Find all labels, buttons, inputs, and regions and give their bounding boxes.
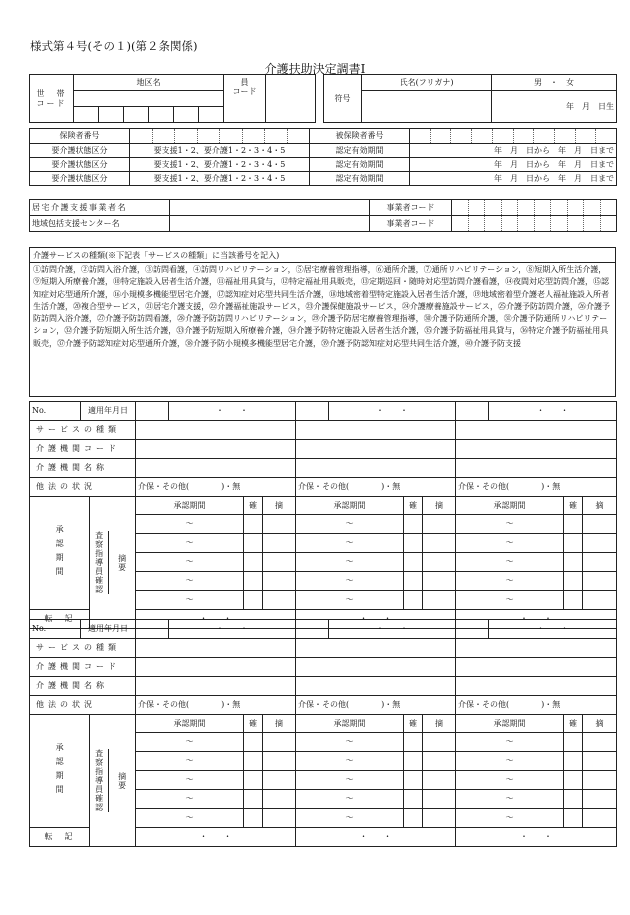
confirm-field[interactable]: [244, 771, 263, 790]
approval-period-field[interactable]: 〜: [296, 534, 404, 553]
confirm-field[interactable]: [404, 591, 423, 610]
remark-field[interactable]: [583, 591, 617, 610]
confirm-field[interactable]: [404, 553, 423, 572]
community-center-label: 地域包括支援センター名: [30, 216, 170, 232]
approval-period-field[interactable]: 〜: [136, 790, 244, 809]
decision-block: [29, 401, 617, 629]
approval-period-field[interactable]: 〜: [136, 515, 244, 534]
sex-field[interactable]: 男 ・ 女: [492, 75, 617, 91]
care-level-field[interactable]: 要支援1・2、要介護1・2・3・4・5: [130, 158, 310, 172]
care-support-provider-field[interactable]: [170, 200, 370, 216]
approval-period-field[interactable]: 〜: [296, 752, 404, 771]
form-title: 介護扶助決定調書Ⅰ: [264, 62, 366, 76]
approval-period-col-label: 承認期間: [296, 497, 404, 515]
remark-col-label: 摘: [423, 715, 456, 733]
provider-table: [29, 199, 617, 232]
remark-field[interactable]: [423, 733, 456, 752]
remark-field[interactable]: [423, 591, 456, 610]
approval-period-field[interactable]: 〜: [296, 771, 404, 790]
confirm-col-label: 確: [404, 497, 423, 515]
birth-field[interactable]: 年 月 日生: [492, 91, 617, 123]
confirm-field[interactable]: [404, 790, 423, 809]
confirm-field[interactable]: [564, 534, 583, 553]
care-facility-name-field[interactable]: [296, 459, 456, 478]
approval-period-field[interactable]: 〜: [456, 591, 564, 610]
approval-period-field[interactable]: 〜: [456, 771, 564, 790]
confirm-field[interactable]: [244, 515, 263, 534]
remark-col-label: 摘: [583, 715, 617, 733]
service-types-box: [29, 247, 616, 397]
approval-period-label: 承認期間: [30, 715, 90, 828]
service-type-label: サービスの種類: [30, 421, 136, 440]
approval-period-field[interactable]: 〜: [456, 572, 564, 591]
remark-field[interactable]: [583, 534, 617, 553]
confirm-field[interactable]: [244, 809, 263, 828]
service-types-list: ①訪問介護，②訪問入浴介護，③訪問看護，④訪問リハビリテーション，⑤居宅療養管理指導，⑥通所介護，⑦通所リハビリテーション，⑧短期入所生活介護，⑨短期入所療養介護，⑩特定施設入居者生活介護，⑪福祉用具貸与，⑫特定福祉用具販売，⑬定期巡回・随時対応型訪問介護看護，⑭夜間対応型訪問介護，⑮認知症対応型通所介護，⑯小規模多機能型居宅介護，⑰認知症対応型共同生活介護，⑱地域密着型特定施設入居者生活介護，⑲地域密着型介護老人福祉施設入所者生活介護，⑳複合型サービス，㉑居宅介護支援，㉒介護福祉施設サービス，㉓介護保健施設サービス，㉔介護療養施設サービス，㉕介護予防訪問介護，㉖介護予防訪問入浴介護，㉗介護予防訪問看護，㉘介護予防訪問リハビリテーション，㉙介護予防居宅療養管理指導，㉚介護予防通所介護，㉛介護予防通所リハビリテーション，㉜介護予防短期入所生活介護，㉝介護予防短期入所療養介護，㉞介護予防特定施設入居者生活介護，㉟介護予防福祉用具貸与，㊱特定介護予防福祉用具販売，㊲介護予防認知症対応型通所介護，㊳介護予防小規模多機能型居宅介護，㊴介護予防認知症対応型共同生活介護，㊵介護予防支援: [33, 265, 610, 348]
transcription-date-field[interactable]: ・ ・: [136, 610, 296, 629]
care-facility-name-field[interactable]: [456, 677, 617, 696]
transcription-date-field[interactable]: ・ ・: [136, 828, 296, 847]
remark-field[interactable]: [423, 809, 456, 828]
inspector-confirm-label: 査察指導員確認: [90, 531, 109, 594]
confirm-field[interactable]: [564, 572, 583, 591]
confirm-field[interactable]: [244, 752, 263, 771]
approval-period-label: 承認期間: [30, 497, 90, 610]
confirm-col-label: 確: [404, 715, 423, 733]
approval-period-field[interactable]: 〜: [136, 553, 244, 572]
approval-period-field[interactable]: 〜: [456, 553, 564, 572]
date-dots: ・ ・: [536, 624, 569, 634]
confirm-field[interactable]: [244, 572, 263, 591]
confirm-field[interactable]: [564, 733, 583, 752]
care-facility-code-field[interactable]: [136, 658, 296, 677]
hihokensha-label: 被保険者番号: [310, 129, 410, 144]
remark-field[interactable]: [583, 752, 617, 771]
no-label: [30, 402, 136, 421]
form-number: 様式第４号(その１)(第２条関係): [30, 39, 198, 53]
remark-field[interactable]: [263, 809, 296, 828]
confirm-field[interactable]: [564, 771, 583, 790]
service-type-field[interactable]: [456, 421, 617, 440]
other-law-field[interactable]: 介保・その他( )・無: [456, 696, 617, 715]
inspector-box: [90, 715, 136, 847]
remarks-label: 摘要: [117, 771, 127, 790]
care-facility-name-label: 介護機関名称: [30, 459, 136, 478]
tekiyo-date-field[interactable]: [136, 620, 296, 639]
approval-period-field[interactable]: 〜: [296, 572, 404, 591]
hokensha-label: 保険者番号: [30, 129, 130, 144]
care-facility-name-label: 介護機関名称: [30, 677, 136, 696]
inspector-box: [90, 497, 136, 629]
remark-field[interactable]: [423, 752, 456, 771]
confirm-field[interactable]: [404, 809, 423, 828]
remark-field[interactable]: [583, 572, 617, 591]
remark-field[interactable]: [583, 809, 617, 828]
confirm-field[interactable]: [244, 591, 263, 610]
provider-code-label: 事業者コード: [370, 200, 452, 216]
other-law-field[interactable]: 介保・その他( )・無: [296, 696, 456, 715]
date-dots: ・ ・: [216, 624, 248, 634]
confirm-field[interactable]: [564, 591, 583, 610]
inspector-confirm-label: 査察指導員確認: [90, 749, 109, 812]
approval-period-col-label: 承認期間: [456, 715, 564, 733]
date-dots: ・ ・: [376, 406, 408, 416]
remark-field[interactable]: [423, 790, 456, 809]
remark-field[interactable]: [583, 771, 617, 790]
approval-period-field[interactable]: 〜: [296, 809, 404, 828]
other-law-label: 他法の状況: [30, 478, 136, 497]
remark-field[interactable]: [423, 771, 456, 790]
period-field[interactable]: 年 月 日から 年 月 日まで: [410, 172, 617, 186]
remark-field[interactable]: [263, 534, 296, 553]
service-types-header: 介護サービスの種類(※下記表「サービスの種類」に当該番号を記入): [30, 248, 615, 263]
remark-field[interactable]: [583, 733, 617, 752]
remark-field[interactable]: [583, 553, 617, 572]
period-label: 認定有効期間: [310, 158, 410, 172]
code-digit[interactable]: [174, 107, 199, 123]
community-center-field[interactable]: [170, 216, 370, 232]
approval-period-field[interactable]: 〜: [456, 733, 564, 752]
transcription-date-field[interactable]: ・ ・: [456, 828, 617, 847]
confirm-col-label: 確: [244, 715, 263, 733]
period-field[interactable]: 年 月 日から 年 月 日まで: [410, 158, 617, 172]
confirm-field[interactable]: [564, 515, 583, 534]
period-label: 認定有効期間: [310, 172, 410, 186]
remark-col-label: 摘: [263, 497, 296, 515]
approval-period-field[interactable]: 〜: [136, 752, 244, 771]
approval-period-field[interactable]: 〜: [136, 534, 244, 553]
approval-period-field[interactable]: 〜: [456, 534, 564, 553]
remark-field[interactable]: [263, 771, 296, 790]
remark-field[interactable]: [583, 515, 617, 534]
provider-code-field[interactable]: [452, 216, 617, 232]
care-support-provider-label: 居宅介護支援事業者名: [30, 200, 170, 216]
confirm-field[interactable]: [564, 553, 583, 572]
other-law-field[interactable]: 介保・その他( )・無: [296, 478, 456, 497]
transcription-date-field[interactable]: ・ ・: [456, 610, 617, 629]
no-label-text: No.: [30, 620, 81, 638]
approval-period-field[interactable]: 〜: [136, 733, 244, 752]
code-digit[interactable]: [124, 107, 149, 123]
tekiyo-date-field[interactable]: [296, 402, 456, 421]
code-digit[interactable]: [199, 107, 224, 123]
household-header-table: [29, 74, 617, 123]
care-level-table: [29, 128, 617, 186]
service-type-field[interactable]: [296, 421, 456, 440]
in-code-label: 員 コード: [224, 75, 266, 123]
confirm-field[interactable]: [564, 809, 583, 828]
remark-field[interactable]: [423, 534, 456, 553]
remark-field[interactable]: [263, 572, 296, 591]
name-field[interactable]: [362, 91, 492, 123]
hihokensha-field[interactable]: [410, 129, 617, 144]
approval-period-field[interactable]: 〜: [136, 809, 244, 828]
tekiyo-date-field[interactable]: [456, 402, 617, 421]
confirm-field[interactable]: [244, 553, 263, 572]
care-facility-code-field[interactable]: [456, 658, 617, 677]
remark-field[interactable]: [263, 591, 296, 610]
approval-period-field[interactable]: 〜: [136, 771, 244, 790]
confirm-field[interactable]: [244, 790, 263, 809]
confirm-field[interactable]: [404, 771, 423, 790]
confirm-field[interactable]: [244, 733, 263, 752]
remark-field[interactable]: [263, 790, 296, 809]
no-label: [30, 620, 136, 639]
approval-period-field[interactable]: 〜: [296, 553, 404, 572]
provider-code-label: 事業者コード: [370, 216, 452, 232]
care-facility-code-label: 介護機関コード: [30, 440, 136, 459]
other-law-field[interactable]: 介保・その他( )・無: [136, 478, 296, 497]
remark-col-label: 摘: [583, 497, 617, 515]
remark-field[interactable]: [423, 515, 456, 534]
code-digit[interactable]: [99, 107, 124, 123]
confirm-field[interactable]: [404, 572, 423, 591]
service-type-field[interactable]: [456, 639, 617, 658]
tekiyo-label: 適用年月日: [88, 406, 128, 416]
other-law-field[interactable]: 介保・その他( )・無: [456, 478, 617, 497]
tekiyo-date-field[interactable]: [136, 402, 296, 421]
care-level-label: 要介護状態区分: [30, 158, 130, 172]
remark-field[interactable]: [423, 553, 456, 572]
provider-code-field[interactable]: [452, 200, 617, 216]
approval-period-field[interactable]: 〜: [456, 515, 564, 534]
date-dots: ・ ・: [536, 406, 569, 416]
remark-field[interactable]: [263, 752, 296, 771]
hokensha-field[interactable]: [130, 129, 310, 144]
remark-field[interactable]: [423, 572, 456, 591]
care-facility-code-field[interactable]: [456, 440, 617, 459]
approval-period-col-label: 承認期間: [136, 715, 244, 733]
other-law-label: 他法の状況: [30, 696, 136, 715]
service-type-field[interactable]: [136, 639, 296, 658]
confirm-field[interactable]: [244, 534, 263, 553]
other-law-field[interactable]: 介保・その他( )・無: [136, 696, 296, 715]
tekiyo-date-field[interactable]: [296, 620, 456, 639]
chiku-field[interactable]: [74, 91, 224, 107]
approval-period-field[interactable]: 〜: [456, 790, 564, 809]
remark-field[interactable]: [263, 515, 296, 534]
approval-period-field[interactable]: 〜: [136, 591, 244, 610]
tekiyo-label: 適用年月日: [88, 624, 128, 634]
confirm-field[interactable]: [404, 534, 423, 553]
period-label: 認定有効期間: [310, 144, 410, 158]
code-digit[interactable]: [149, 107, 174, 123]
fugo-label: 符号: [324, 75, 362, 123]
approval-period-field[interactable]: 〜: [456, 752, 564, 771]
care-facility-name-field[interactable]: [136, 459, 296, 478]
confirm-col-label: 確: [564, 497, 583, 515]
approval-period-field[interactable]: 〜: [296, 733, 404, 752]
approval-period-field[interactable]: 〜: [296, 515, 404, 534]
name-label: 氏名(フリガナ): [362, 75, 492, 91]
care-facility-code-field[interactable]: [296, 440, 456, 459]
transcription-label: 転 記: [30, 828, 90, 847]
confirm-col-label: 確: [244, 497, 263, 515]
code-digit[interactable]: [74, 107, 99, 123]
care-facility-code-field[interactable]: [296, 658, 456, 677]
transcription-date-field[interactable]: ・ ・: [296, 610, 456, 629]
remark-col-label: 摘: [423, 497, 456, 515]
confirm-field[interactable]: [564, 752, 583, 771]
service-type-label: サービスの種類: [30, 639, 136, 658]
care-facility-name-field[interactable]: [296, 677, 456, 696]
tekiyo-date-field[interactable]: [456, 620, 617, 639]
care-level-label: 要介護状態区分: [30, 172, 130, 186]
service-type-field[interactable]: [296, 639, 456, 658]
confirm-col-label: 確: [564, 715, 583, 733]
care-facility-name-field[interactable]: [136, 677, 296, 696]
no-label-text: No.: [30, 402, 81, 420]
care-level-field[interactable]: 要支援1・2、要介護1・2・3・4・5: [130, 144, 310, 158]
remarks-label: 摘要: [117, 553, 127, 572]
transcription-date-field[interactable]: ・ ・: [296, 828, 456, 847]
service-type-field[interactable]: [136, 421, 296, 440]
confirm-field[interactable]: [564, 790, 583, 809]
date-dots: ・ ・: [216, 406, 248, 416]
approval-period-field[interactable]: 〜: [296, 790, 404, 809]
care-level-label: 要介護状態区分: [30, 144, 130, 158]
care-level-field[interactable]: 要支援1・2、要介護1・2・3・4・5: [130, 172, 310, 186]
approval-period-col-label: 承認期間: [136, 497, 244, 515]
remark-col-label: 摘: [263, 715, 296, 733]
remark-field[interactable]: [263, 733, 296, 752]
approval-period-field[interactable]: 〜: [136, 572, 244, 591]
chiku-label: 地区名: [74, 75, 224, 91]
care-facility-code-field[interactable]: [136, 440, 296, 459]
approval-period-field[interactable]: 〜: [296, 591, 404, 610]
decision-block: [29, 619, 617, 847]
confirm-field[interactable]: [404, 515, 423, 534]
approval-period-col-label: 承認期間: [456, 497, 564, 515]
remark-field[interactable]: [263, 553, 296, 572]
approval-period-field[interactable]: 〜: [456, 809, 564, 828]
care-facility-name-field[interactable]: [456, 459, 617, 478]
date-dots: ・ ・: [376, 624, 408, 634]
care-facility-code-label: 介護機関コード: [30, 658, 136, 677]
setai-code-label: 世 帯 コード: [30, 75, 74, 123]
confirm-field[interactable]: [404, 733, 423, 752]
transcription-label: 転 記: [30, 610, 90, 629]
period-field[interactable]: 年 月 日から 年 月 日まで: [410, 144, 617, 158]
remark-field[interactable]: [583, 790, 617, 809]
approval-period-col-label: 承認期間: [296, 715, 404, 733]
in-code-field[interactable]: [266, 75, 316, 123]
confirm-field[interactable]: [404, 752, 423, 771]
